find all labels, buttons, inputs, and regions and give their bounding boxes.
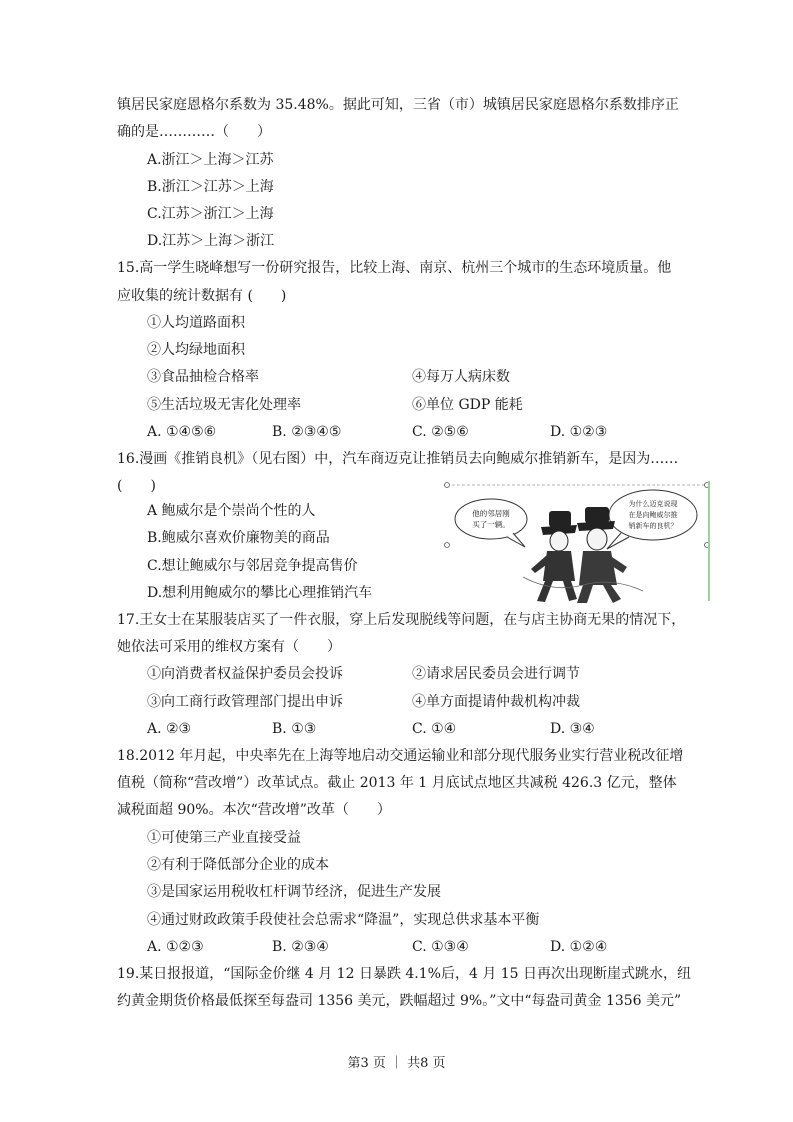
q14-option-b: B.浙江＞江苏＞上海	[147, 179, 274, 195]
q17-option-a: A. ②③	[147, 721, 192, 737]
bubble-left-line2: 买了一辆。	[472, 520, 510, 529]
q18-item-1: ①可使第三产业直接受益	[147, 830, 301, 846]
bubble-right-line2: 在是向鲍威尔推	[628, 511, 678, 519]
q17-item-1: ①向消费者权益保护委员会投诉	[147, 666, 343, 682]
q15-option-b: B. ②③④⑤	[272, 424, 342, 440]
q17-option-d: D. ③④	[550, 721, 595, 737]
q17-item-2: ②请求居民委员会进行调节	[412, 666, 580, 682]
q14-option-d: D.江苏＞上海＞浙江	[147, 233, 275, 249]
q18-option-d: D. ①②④	[550, 939, 608, 955]
q18-item-2: ②有利于降低部分企业的成本	[147, 857, 329, 873]
q17-option-b: B. ①③	[272, 721, 317, 737]
q18-option-c: C. ①③④	[412, 939, 469, 955]
q18-item-4: ④通过财政政策手段使社会总需求“降温”，实现总供求基本平衡	[147, 912, 540, 928]
q17-stem-line2: 她依法可采用的维权方案有（ ）	[117, 639, 341, 655]
bubble-right-line1: 为什么迈克说现	[628, 500, 678, 508]
q16-stem-line2: ( )	[117, 478, 156, 494]
q15-item-6: ⑥单位 GDP 能耗	[412, 397, 523, 413]
q14-option-c: C.江苏＞浙江＞上海	[147, 206, 274, 222]
q15-item-4: ④每万人病床数	[412, 369, 510, 385]
q18-item-3: ③是国家运用税收杠杆调节经济，促进生产发展	[147, 884, 441, 900]
q15-stem-line1: 15.高一学生晓峰想写一份研究报告，比较上海、南京、杭州三个城市的生态环境质量。他	[117, 260, 672, 276]
q14-stem-line2: 确的是…………（ ）	[117, 124, 271, 140]
q15-option-d: D. ①②③	[550, 424, 608, 440]
q17-option-c: C. ①④	[412, 721, 457, 737]
q15-stem-line2: 应收集的统计数据有 ( )	[117, 288, 287, 304]
cartoon-image	[443, 481, 711, 607]
q16-option-b: B.鲍威尔喜欢价廉物美的商品	[147, 530, 330, 546]
q15-item-2: ②人均绿地面积	[147, 342, 245, 358]
q15-item-5: ⑤生活垃圾无害化处理率	[147, 397, 301, 413]
q19-stem-line1: 19.某日报报道，“国际金价继 4 月 12 日暴跌 4.1%后，4 月 15 日再次出现断崖式跳水，纽	[117, 966, 692, 982]
q15-option-a: A. ①④⑤⑥	[147, 424, 217, 440]
q15-item-1: ①人均道路面积	[147, 315, 245, 331]
q14-option-a: A.浙江＞上海＞江苏	[147, 152, 274, 168]
q16-stem-line1: 16.漫画《推销良机》（见右图）中，汽车商迈克让推销员去向鲍威尔推销新车，是因为……	[117, 451, 679, 467]
q17-item-4: ④单方面提请仲裁机构冲裁	[412, 694, 580, 710]
q16-option-c: C.想让鲍威尔与邻居竞争提高售价	[147, 558, 358, 574]
q17-item-3: ③向工商行政管理部门提出申诉	[147, 694, 343, 710]
q18-option-a: A. ①②③	[147, 939, 204, 955]
page-footer: 第3 页 ｜ 共8 页	[347, 1056, 446, 1071]
q14-stem-line1: 镇居民家庭恩格尔系数为 35.48%。据此可知，三省（市）城镇居民家庭恩格尔系数排序正	[117, 97, 679, 113]
q17-stem-line1: 17.王女士在某服装店买了一件衣服，穿上后发现脱线等问题，在与店主协商无果的情况下，	[117, 612, 686, 628]
q15-item-3: ③食品抽检合格率	[147, 369, 259, 385]
man-left-figure	[531, 511, 577, 602]
q18-stem-line3: 减税面超 90%。本次“营改增”改革（ ）	[117, 802, 391, 818]
q19-stem-line2: 约黄金期货价格最低探至每盎司 1356 美元，跌幅超过 9%。”文中“每盎司黄金 1356 美元”	[117, 993, 682, 1009]
q18-stem-line1: 18.2012 年月起，中央率先在上海等地启动交通运输业和部分现代服务业实行营业税改征增	[117, 748, 684, 764]
q15-option-c: C. ②⑤⑥	[412, 424, 469, 440]
q18-stem-line2: 值税（简称“营改增”）改革试点。截止 2013 年 1 月底试点地区共减税 426.3 亿元，整体	[117, 775, 677, 791]
q16-option-a: A 鲍威尔是个崇尚个性的人	[147, 503, 316, 519]
bubble-left-line1: 他的邻居刚	[472, 509, 510, 518]
q16-option-d: D.想利用鲍威尔的攀比心理推销汽车	[147, 585, 373, 601]
bubble-right-line3: 销新车的良机？	[628, 522, 678, 530]
q18-option-b: B. ②③④	[272, 939, 329, 955]
